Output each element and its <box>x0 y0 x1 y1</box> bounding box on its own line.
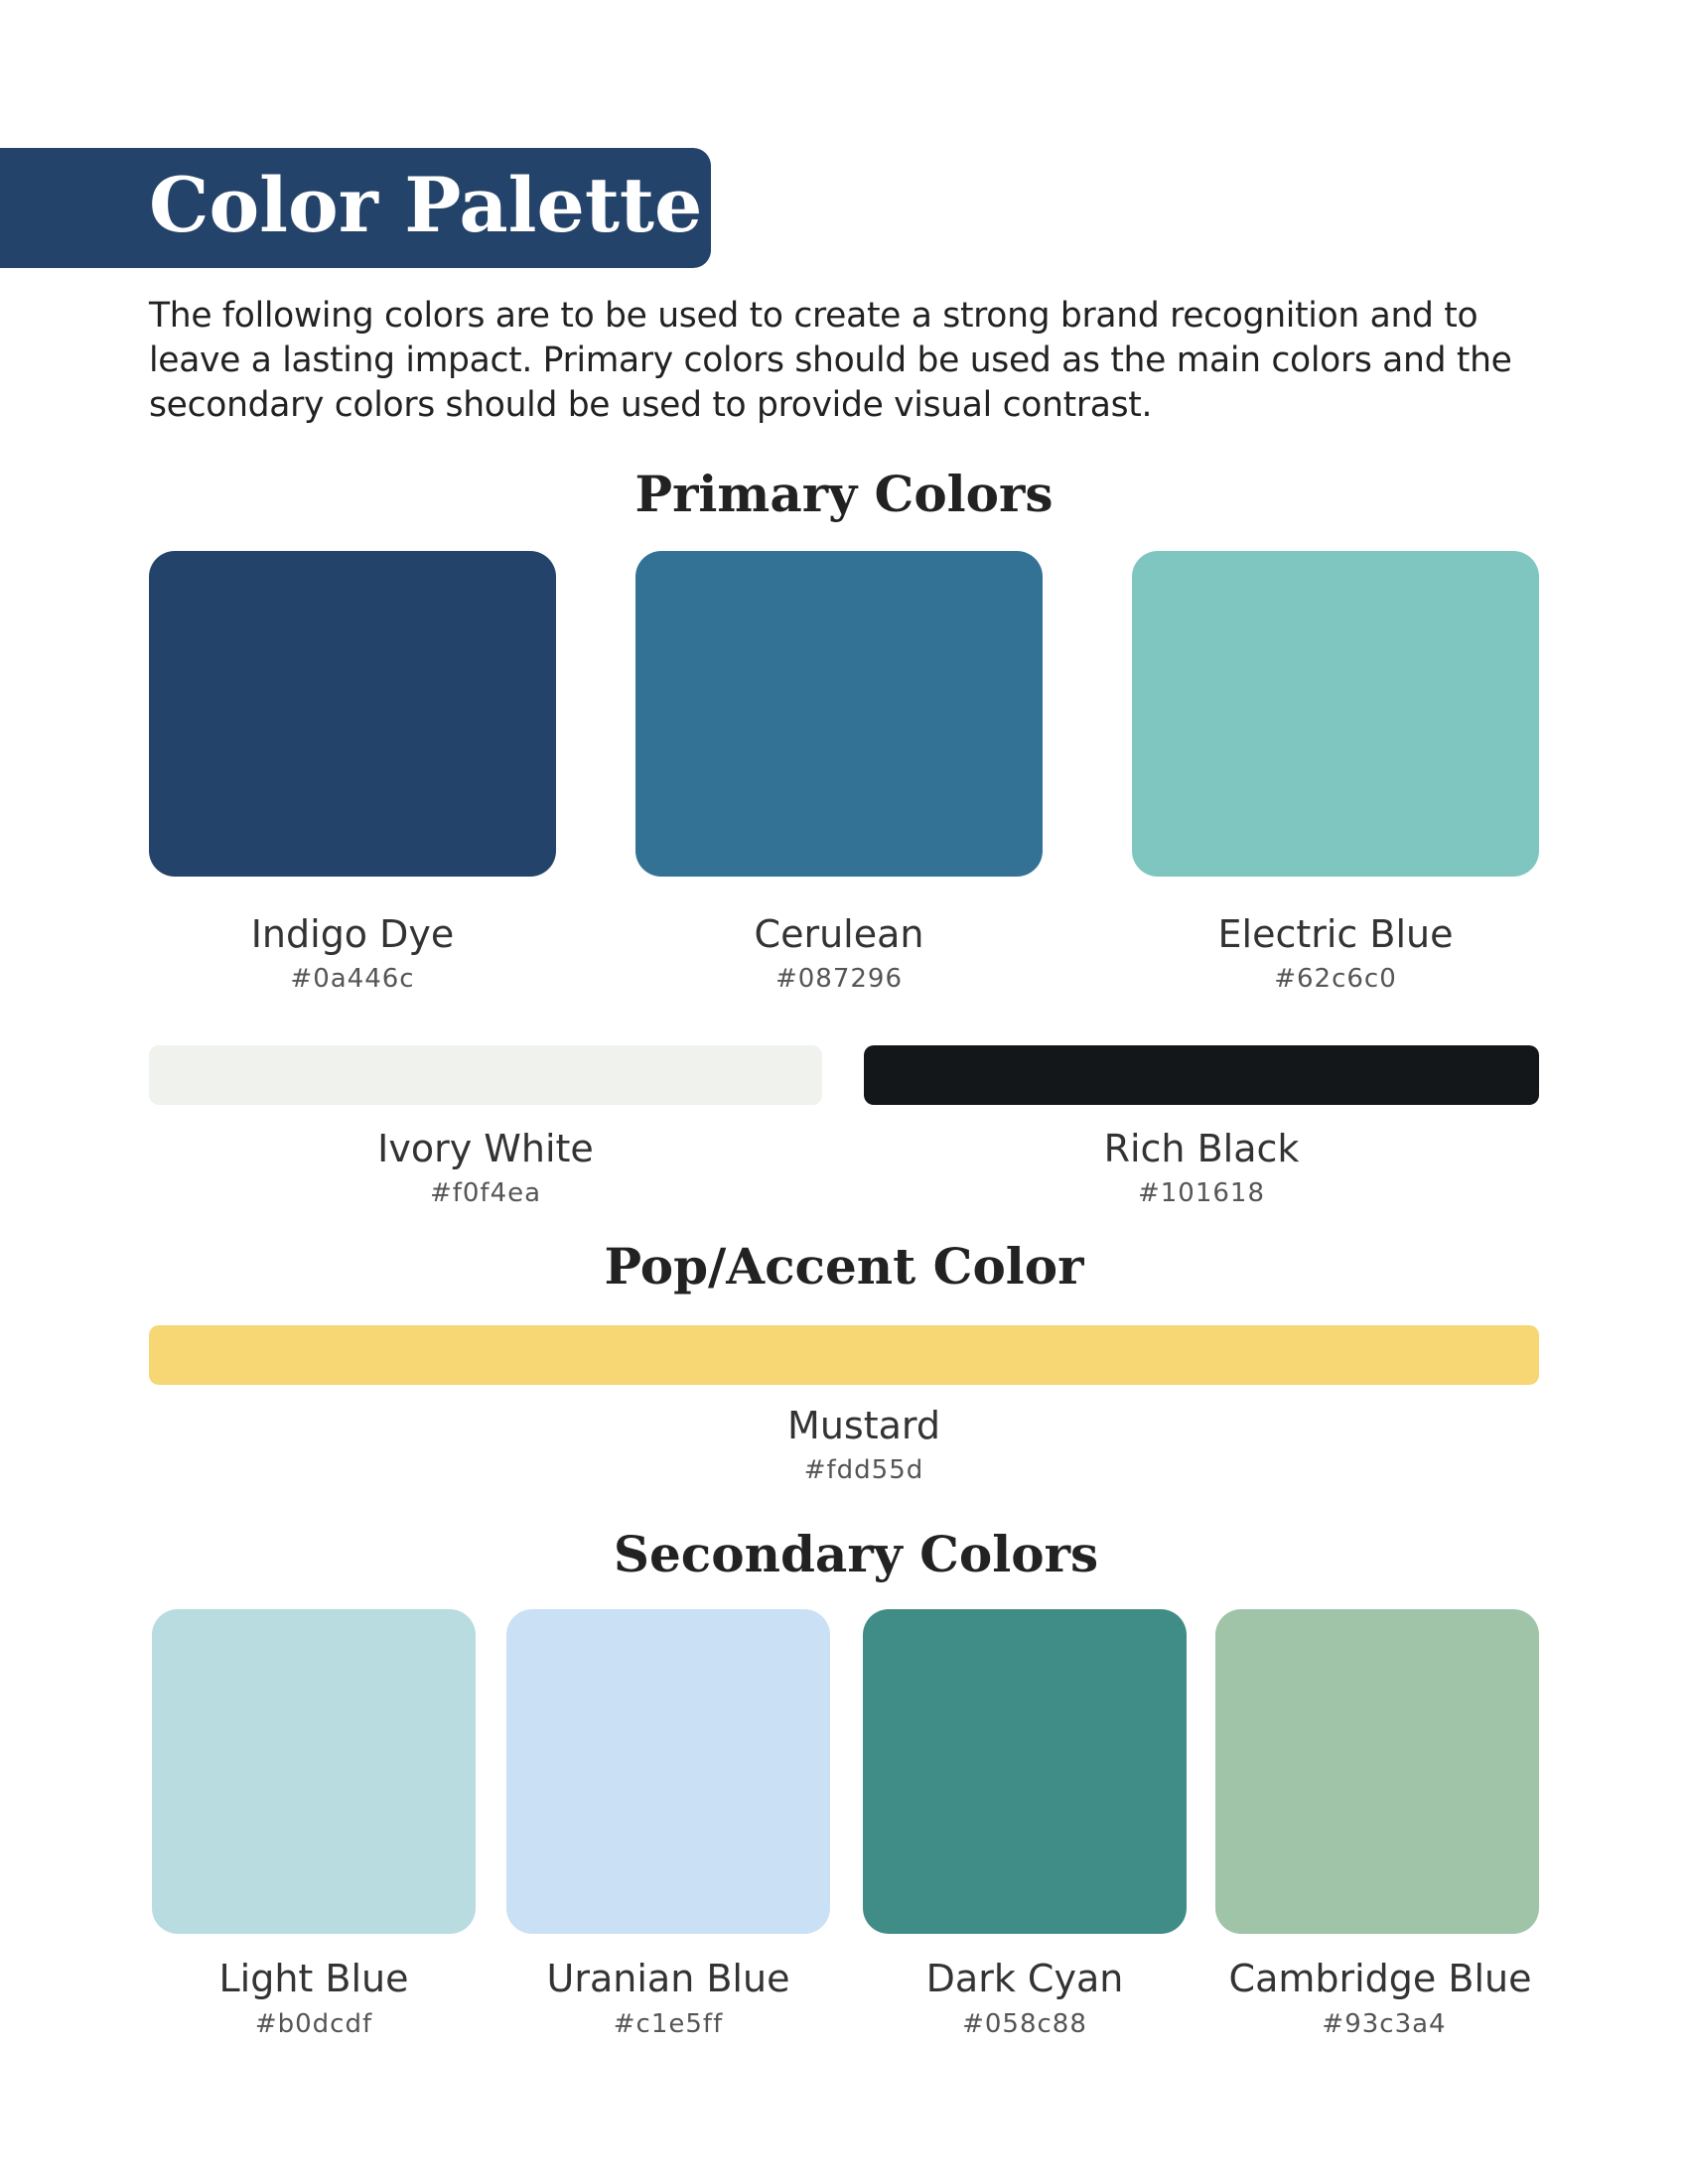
intro-paragraph: The following colors are to be used to create a strong brand recognition and to leave a lasting impact. Primary colors should be used as the main colors and the secondary colors should be used to provide visual contrast. <box>149 296 1512 425</box>
swatch-electric-blue <box>1132 551 1539 877</box>
swatch-indigo-dye <box>149 551 556 877</box>
swatch-ivory-white <box>149 1045 822 1105</box>
color-hex-cerulean: #087296 <box>774 964 904 994</box>
color-hex-rich-black: #101618 <box>1137 1178 1266 1208</box>
swatch-uranian-blue <box>506 1609 830 1934</box>
color-hex-dark-cyan: #058c88 <box>962 2009 1087 2039</box>
color-hex-ivory-white: #f0f4ea <box>429 1178 542 1208</box>
accent-color-heading: Pop/Accent Color <box>604 1237 1084 1296</box>
color-name-mustard: Mustard <box>787 1404 940 1447</box>
color-name-cerulean: Cerulean <box>754 912 924 956</box>
color-hex-uranian-blue: #c1e5ff <box>613 2009 724 2039</box>
secondary-colors-heading: Secondary Colors <box>613 1525 1099 1583</box>
color-name-indigo-dye: Indigo Dye <box>250 912 455 956</box>
color-name-dark-cyan: Dark Cyan <box>925 1957 1124 2000</box>
primary-colors-heading: Primary Colors <box>634 465 1054 523</box>
page-title: Color Palette <box>149 161 703 249</box>
color-name-electric-blue: Electric Blue <box>1217 912 1454 956</box>
color-name-light-blue: Light Blue <box>218 1957 409 2000</box>
swatch-dark-cyan <box>863 1609 1187 1934</box>
color-name-cambridge-blue: Cambridge Blue <box>1228 1957 1532 2000</box>
swatch-light-blue <box>152 1609 476 1934</box>
title-banner <box>0 148 711 268</box>
color-hex-electric-blue: #62c6c0 <box>1274 964 1397 994</box>
color-name-uranian-blue: Uranian Blue <box>546 1957 790 2000</box>
color-name-rich-black: Rich Black <box>1103 1127 1300 1170</box>
color-name-ivory-white: Ivory White <box>377 1127 594 1170</box>
color-hex-cambridge-blue: #93c3a4 <box>1322 2009 1447 2039</box>
swatch-mustard <box>149 1325 1539 1385</box>
color-hex-light-blue: #b0dcdf <box>254 2009 373 2039</box>
swatch-cerulean <box>635 551 1043 877</box>
color-hex-mustard: #fdd55d <box>803 1455 924 1485</box>
swatch-rich-black <box>864 1045 1539 1105</box>
color-hex-indigo-dye: #0a446c <box>290 964 415 994</box>
swatch-cambridge-blue <box>1215 1609 1539 1934</box>
